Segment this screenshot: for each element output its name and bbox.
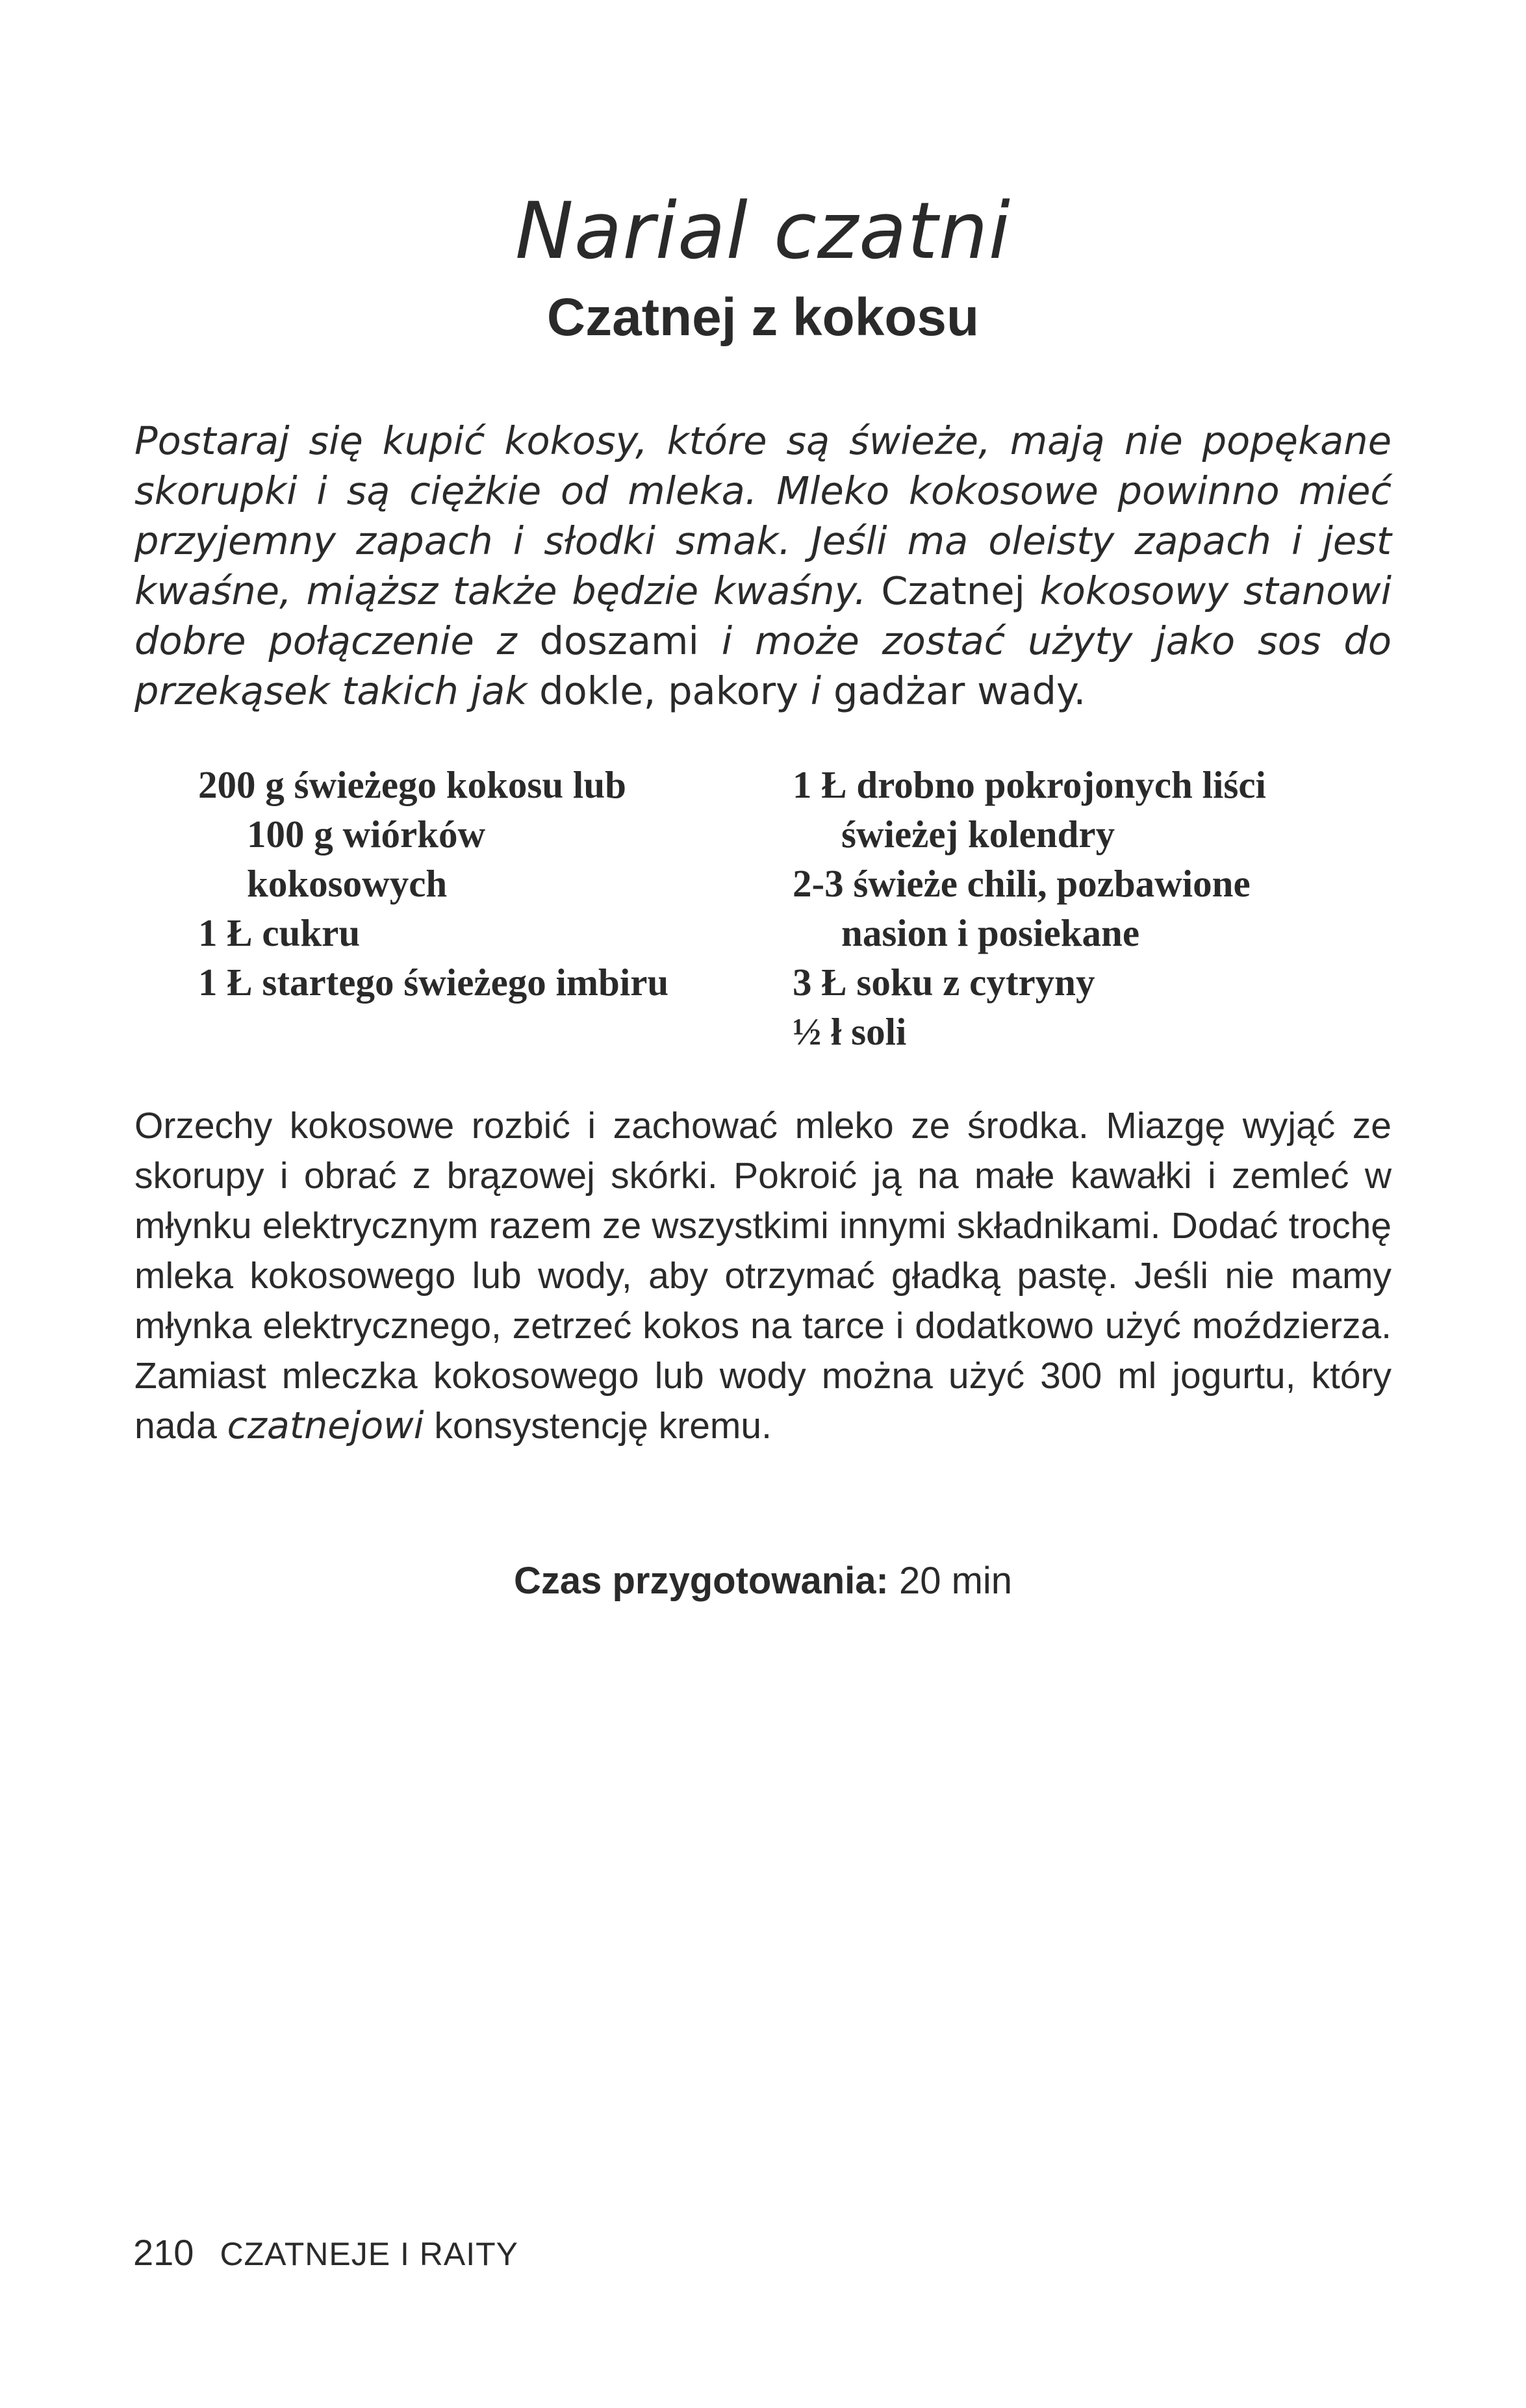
- intro-text-6: dokle, pakory: [539, 668, 799, 713]
- intro-text-1: Postaraj się kupić kokosy, które są świeże, mają nie popękane skorupki i są ciężkie od mleka. Mleko kokosowe powinno mieć przyjemny zapach i słodki smak. Jeśli ma oleisty zapach i jest kwaśne, miąższ także będzie kwaśny.: [134, 418, 1392, 613]
- intro-text-3: kokosowy stanowi dobre połączenie z: [134, 568, 1392, 663]
- prep-time-value: 20 min: [898, 1560, 1013, 1602]
- method-italic-term: czatnejowi: [227, 1404, 424, 1447]
- section-title: CZATNEJE I RAITY: [220, 2236, 518, 2272]
- intro-text-5: i może zostać użyty jako sos do przekąsek takich jak: [134, 618, 1392, 713]
- ingredient-item: 2-3 świeże chili, pozbawione nasion i posiekane: [793, 862, 1251, 954]
- method-text-1: Orzechy kokosowe rozbić i zachować mleko ze środka. Miazgę wyjąć ze skorupy i obrać z brązowej skórki. Pokroić ją na małe kawałki i zemleć w młynku elektrycznym razem ze wszystkimi innymi składnikami. Dodać trochę mleka kokosowego lub wody, aby otrzymać gładką pastę. Jeśli nie mamy młynka elektrycznego, zetrzeć kokos na tarce i dodatkowo użyć moździerza. Zamiast mleczka kokosowego lub wody można użyć 300 ml jogurtu, który nada: [134, 1105, 1392, 1447]
- prep-time-label: Czas przygotowania:: [513, 1560, 889, 1602]
- ingredient-item: 1 Ł cukru: [198, 911, 361, 954]
- ingredient-item: 3 Ł soku z cytryny: [793, 961, 1095, 1004]
- recipe-title: Narial czatni: [515, 186, 1011, 277]
- ingredients-right-column: [793, 760, 1364, 1056]
- ingredient-item: 1 Ł drobno pokrojonych liści świeżej kolendry: [793, 763, 1266, 855]
- intro-text-4: doszami: [539, 618, 699, 663]
- ingredient-item: 200 g świeżego kokosu lub 100 g wiórków kokosowych: [198, 763, 626, 905]
- recipe-method: [134, 1101, 1392, 1451]
- prep-time: [0, 1559, 1526, 1603]
- page-number: 210: [133, 2232, 194, 2273]
- intro-text-2: Czatnej: [881, 568, 1025, 613]
- recipe-intro: [134, 416, 1392, 716]
- intro-text-7: i: [798, 668, 833, 713]
- recipe-subtitle: Czatnej z kokosu: [546, 288, 980, 347]
- method-text-2: konsystencję kremu.: [424, 1405, 772, 1447]
- page-footer: [133, 2231, 518, 2274]
- ingredient-item: ½ ł soli: [793, 1010, 907, 1053]
- intro-text-8: gadżar wady: [833, 668, 1074, 713]
- intro-text-9: .: [1073, 668, 1086, 713]
- ingredients-left-column: [198, 760, 685, 1007]
- ingredient-item: 1 Ł startego świeżego imbiru: [198, 961, 669, 1004]
